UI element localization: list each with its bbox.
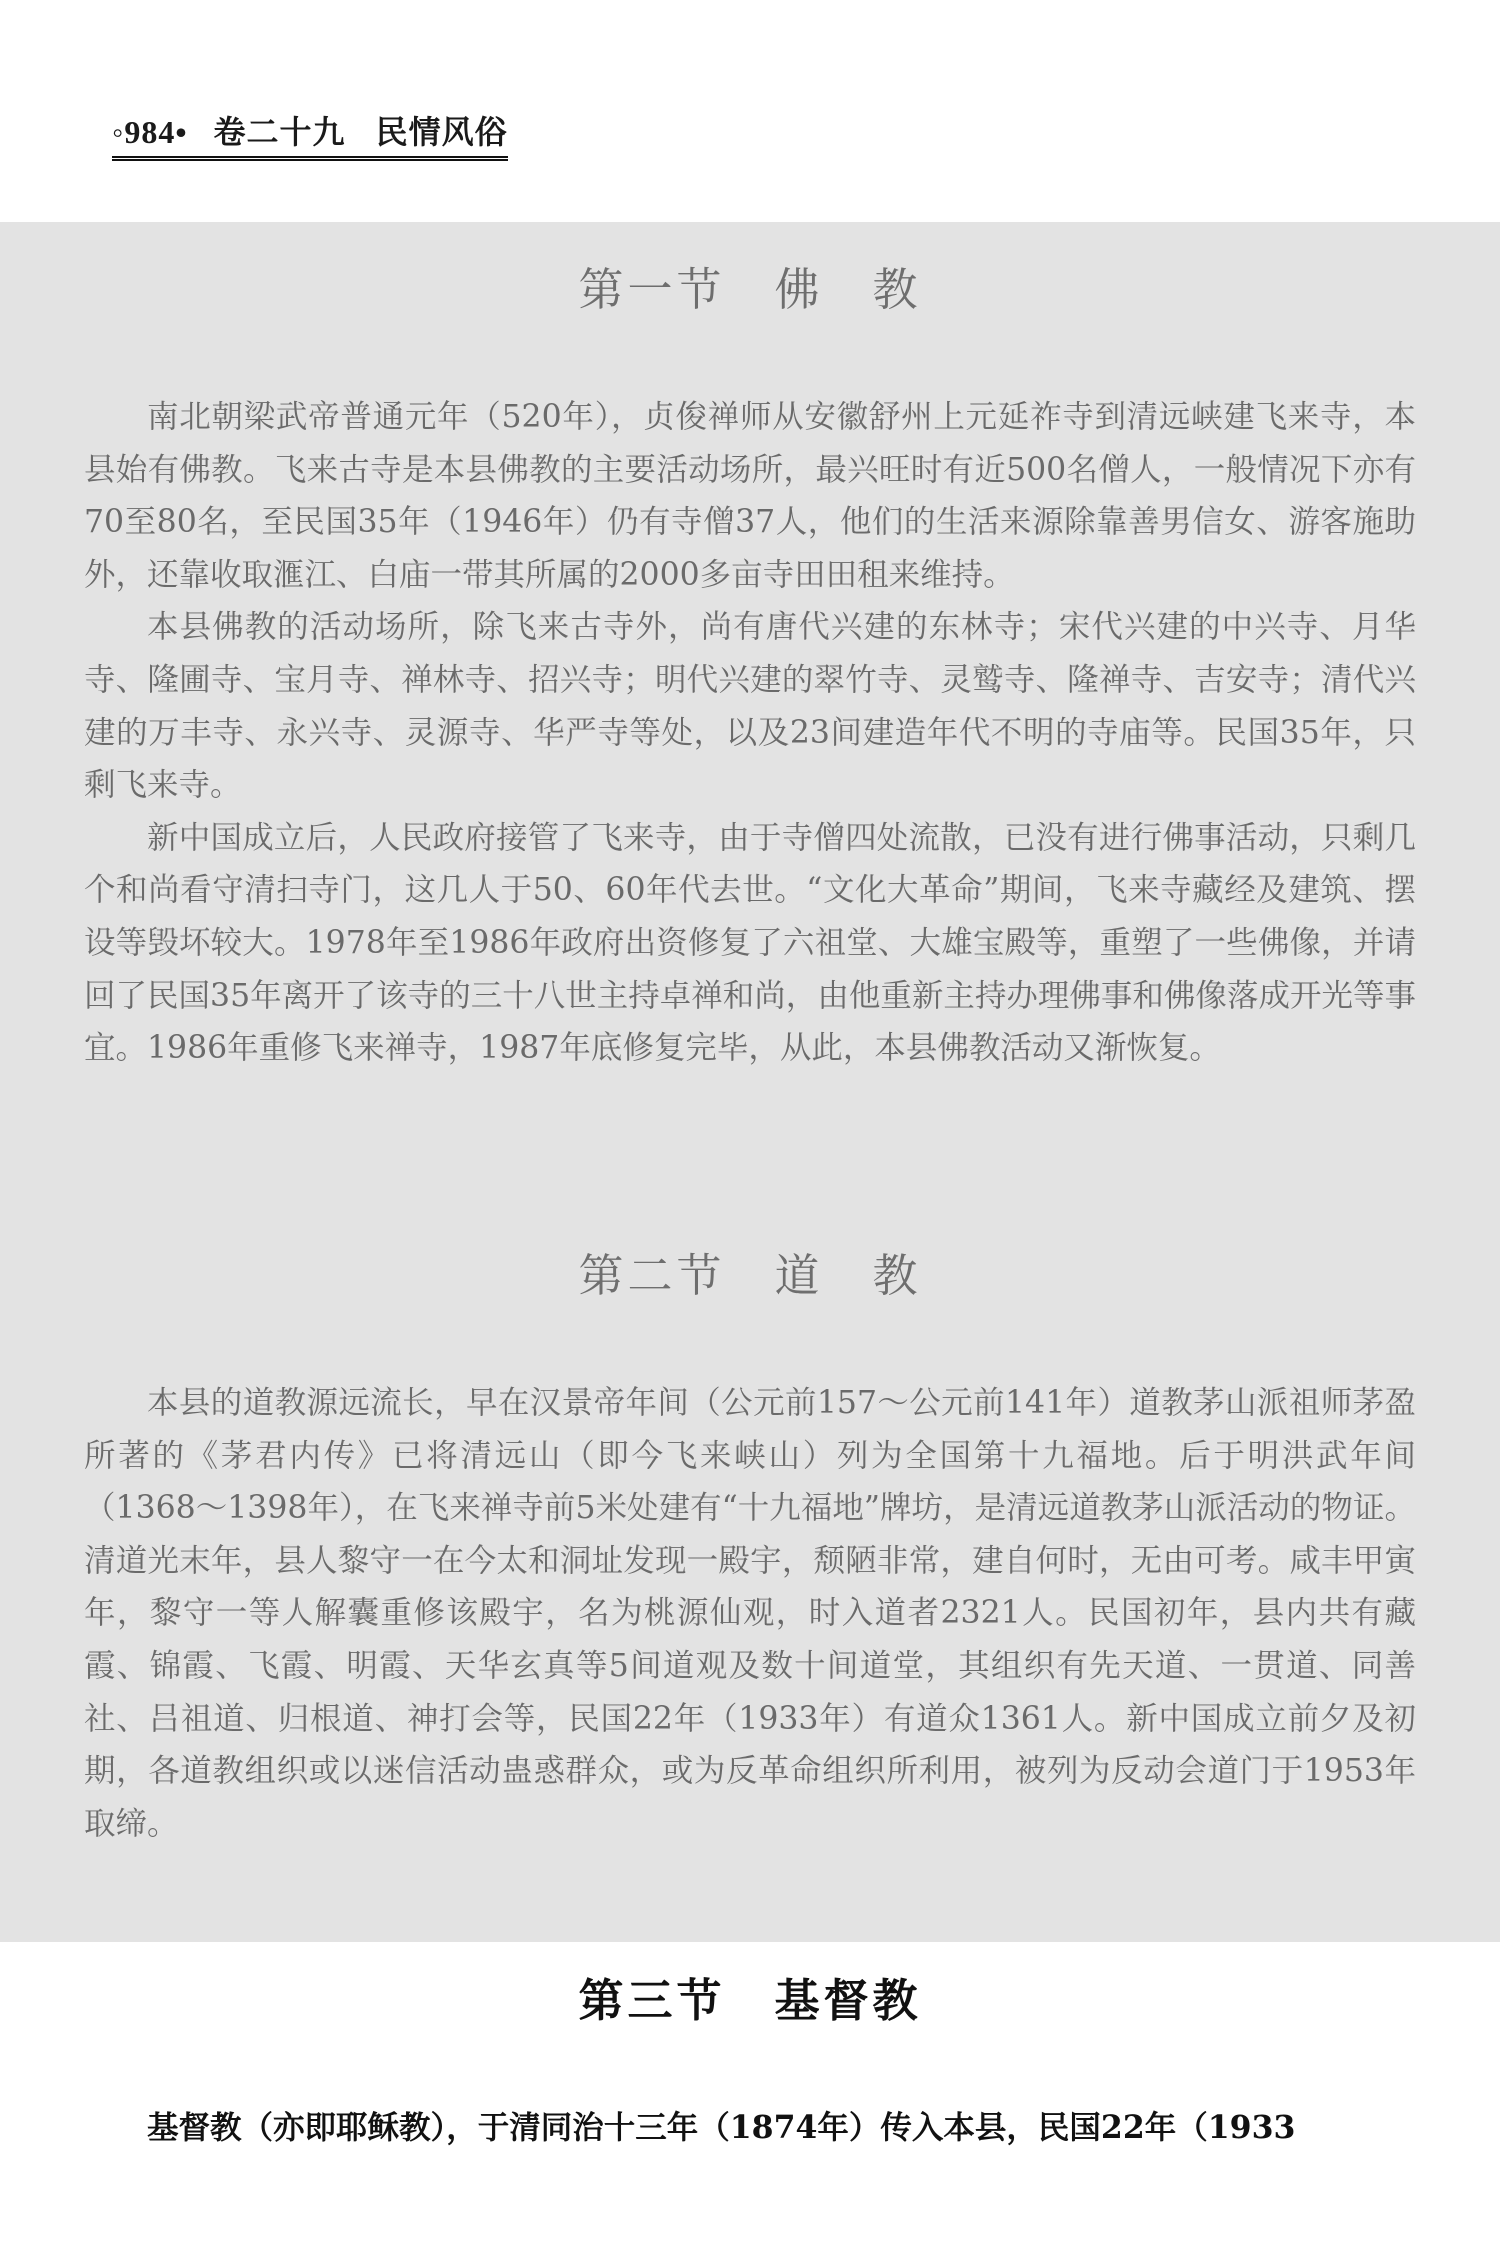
paragraph: 新中国成立后，人民政府接管了飞来寺，由于寺僧四处流散，已没有进行佛事活动，只剩几个和尚看守清扫寺门，这几人于50、60年代去世。“文化大革命”期间，飞来寺藏经及建筑、摆设等毁坏较大。1978年至1986年政府出资修复了六祖堂、大雄宝殿等，重塑了一些佛像，并请回了民国35年离开了该寺的三十八世主持卓禅和尚，由他重新主持办理佛事和佛像落成开光等事宜。1986年重修飞来禅寺，1987年底修复完毕，从此，本县佛教活动又渐恢复。 — [84, 819, 1416, 1067]
section-body-taoism — [84, 1377, 1416, 1850]
section-title-buddhism: 第一节 佛 教 — [578, 263, 922, 316]
page-number: ◦984• — [112, 114, 188, 150]
section-title-taoism: 第二节 道 教 — [578, 1249, 922, 1302]
paragraph: 南北朝梁武帝普通元年（520年），贞俊禅师从安徽舒州上元延祚寺到清远峡建飞来寺，本县始有佛教。飞来古寺是本县佛教的主要活动场所，最兴旺时有近500名僧人，一般情况下亦有70至80名，至民国35年（1946年）仍有寺僧37人，他们的生活来源除靠善男信女、游客施助外，还靠收取滙江、白庙一带其所属的2000多亩寺田田租来维持。 — [84, 399, 1416, 593]
chapter-label: 卷二十九 — [213, 113, 346, 151]
paragraph: 基督教（亦即耶稣教），于清同治十三年（1874年）传入本县，民国22年（1933 — [147, 2109, 1296, 2146]
paragraph: 本县佛教的活动场所，除飞来古寺外，尚有唐代兴建的东林寺；宋代兴建的中兴寺、月华寺、隆圃寺、宝月寺、禅林寺、招兴寺；明代兴建的翠竹寺、灵鹫寺、隆禅寺、吉安寺；清代兴建的万丰寺、永兴寺、灵源寺、华严寺等处，以及23间建造年代不明的寺庙等。民国35年，只剩飞来寺。 — [84, 609, 1416, 804]
paragraph: 本县的道教源远流长，早在汉景帝年间（公元前157～公元前141年）道教茅山派祖师茅盈所著的《茅君内传》已将清远山（即今飞来峡山）列为全国第十九福地。后于明洪武年间（1368～1398年），在飞来禅寺前5米处建有“十九福地”牌坊，是清远道教茅山派活动的物证。清道光末年，县人黎守一在今太和洞址发现一殿宇，颓陋非常，建自何时，无由可考。咸丰甲寅年，黎守一等人解囊重修该殿宇，名为桃源仙观，时入道者2321人。民国初年，县内共有藏霞、锦霞、飞霞、明霞、天华玄真等5间道观及数十间道堂，其组织有先天道、一贯道、同善社、吕祖道、归根道、神打会等，民国22年（1933年）有道众1361人。新中国成立前夕及初期，各道教组织或以迷信活动蛊惑群众，或为反革命组织所利用，被列为反动会道门于1953年取缔。 — [84, 1385, 1416, 1842]
section-body-christianity — [84, 2102, 1416, 2155]
category-label: 民情风俗 — [375, 113, 508, 151]
section-body-buddhism — [84, 391, 1416, 1075]
section-title-christianity: 第三节 基督教 — [578, 1974, 922, 2027]
running-header — [112, 112, 508, 161]
